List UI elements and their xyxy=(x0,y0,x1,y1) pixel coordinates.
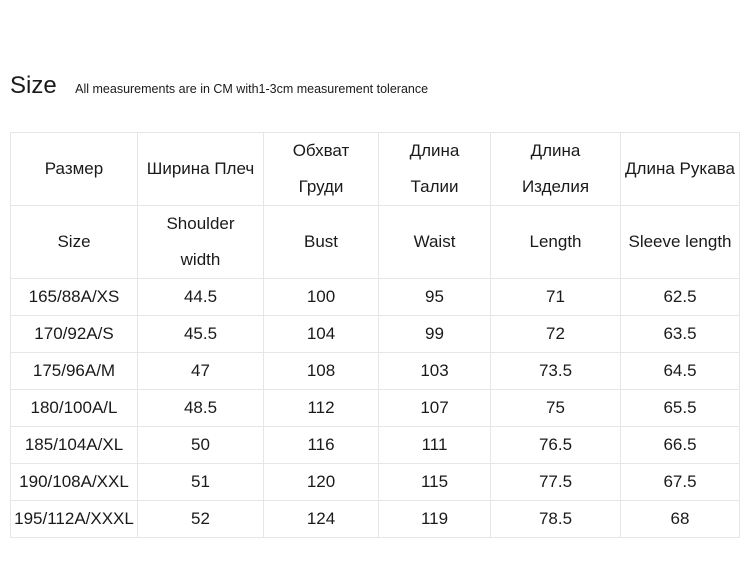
sleeve-cell: 67.5 xyxy=(621,464,740,501)
bust-cell: 100 xyxy=(264,279,379,316)
sleeve-cell: 62.5 xyxy=(621,279,740,316)
size-title: Size xyxy=(10,72,57,99)
length-cell: 71 xyxy=(491,279,621,316)
waist-cell: 111 xyxy=(379,427,491,464)
header-cell: Длина Изделия xyxy=(491,133,621,206)
waist-cell: 103 xyxy=(379,353,491,390)
table-row xyxy=(11,427,740,464)
length-cell: 78.5 xyxy=(491,501,621,538)
table-row xyxy=(11,464,740,501)
sleeve-cell: 66.5 xyxy=(621,427,740,464)
header-cell: Обхват Груди xyxy=(264,133,379,206)
shoulder-cell: 45.5 xyxy=(138,316,264,353)
shoulder-cell: 47 xyxy=(138,353,264,390)
length-cell: 77.5 xyxy=(491,464,621,501)
length-cell: 76.5 xyxy=(491,427,621,464)
size-heading xyxy=(10,72,428,100)
bust-cell: 104 xyxy=(264,316,379,353)
size-cell: 195/112A/XXXL xyxy=(11,501,138,538)
header-cell: Bust xyxy=(264,206,379,279)
header-cell: Длина Рукава xyxy=(621,133,740,206)
table-row xyxy=(11,353,740,390)
sleeve-cell: 64.5 xyxy=(621,353,740,390)
sleeve-cell: 65.5 xyxy=(621,390,740,427)
size-cell: 185/104A/XL xyxy=(11,427,138,464)
shoulder-cell: 51 xyxy=(138,464,264,501)
waist-cell: 107 xyxy=(379,390,491,427)
size-cell: 175/96A/M xyxy=(11,353,138,390)
header-row-russian xyxy=(11,133,740,206)
header-cell: Длина Талии xyxy=(379,133,491,206)
header-cell: Sleeve length xyxy=(621,206,740,279)
shoulder-cell: 44.5 xyxy=(138,279,264,316)
waist-cell: 95 xyxy=(379,279,491,316)
table-row xyxy=(11,316,740,353)
size-cell: 165/88A/XS xyxy=(11,279,138,316)
sleeve-cell: 68 xyxy=(621,501,740,538)
bust-cell: 120 xyxy=(264,464,379,501)
header-cell: Ширина Плеч xyxy=(138,133,264,206)
header-row-english xyxy=(11,206,740,279)
measurement-note: All measurements are in CM with1-3cm measurement tolerance xyxy=(75,82,429,96)
bust-cell: 116 xyxy=(264,427,379,464)
header-cell: Waist xyxy=(379,206,491,279)
bust-cell: 108 xyxy=(264,353,379,390)
shoulder-cell: 52 xyxy=(138,501,264,538)
header-cell: Length xyxy=(491,206,621,279)
sleeve-cell: 63.5 xyxy=(621,316,740,353)
table-row xyxy=(11,279,740,316)
length-cell: 73.5 xyxy=(491,353,621,390)
length-cell: 72 xyxy=(491,316,621,353)
waist-cell: 115 xyxy=(379,464,491,501)
shoulder-cell: 50 xyxy=(138,427,264,464)
size-chart-table xyxy=(10,132,740,538)
bust-cell: 112 xyxy=(264,390,379,427)
bust-cell: 124 xyxy=(264,501,379,538)
length-cell: 75 xyxy=(491,390,621,427)
header-cell: Размер xyxy=(11,133,138,206)
size-cell: 180/100A/L xyxy=(11,390,138,427)
table-row xyxy=(11,501,740,538)
table-row xyxy=(11,390,740,427)
header-cell: Size xyxy=(11,206,138,279)
size-cell: 170/92A/S xyxy=(11,316,138,353)
shoulder-cell: 48.5 xyxy=(138,390,264,427)
size-cell: 190/108A/XXL xyxy=(11,464,138,501)
header-cell: Shoulder width xyxy=(138,206,264,279)
waist-cell: 99 xyxy=(379,316,491,353)
waist-cell: 119 xyxy=(379,501,491,538)
